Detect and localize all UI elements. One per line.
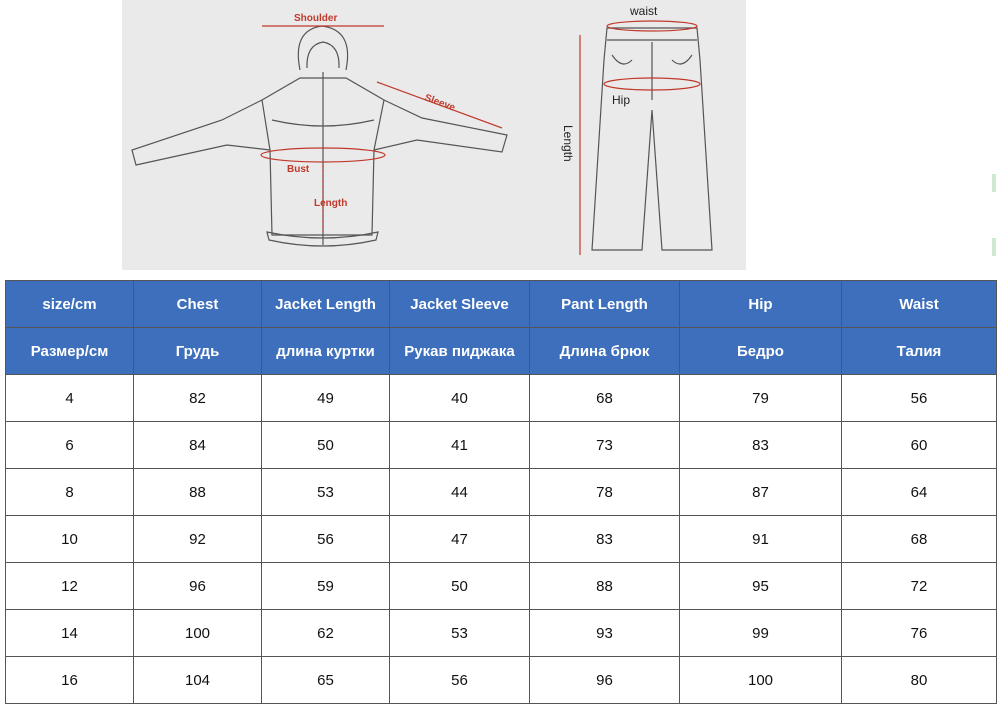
table-cell: 100 (134, 610, 262, 657)
table-cell: 59 (262, 563, 390, 610)
table-row (6, 422, 997, 469)
table-cell: 50 (262, 422, 390, 469)
header-waist: Waist (842, 281, 997, 328)
pants-hip-label: Hip (612, 93, 631, 107)
header-waist-ru: Талия (842, 328, 997, 375)
bust-label: Bust (287, 164, 310, 175)
measurement-diagram (122, 0, 746, 270)
header-row-russian (6, 328, 997, 375)
table-cell: 68 (842, 516, 997, 563)
jacket-length-label: Length (314, 198, 348, 209)
header-chest: Chest (134, 281, 262, 328)
header-chest-ru: Грудь (134, 328, 262, 375)
table-cell: 91 (680, 516, 842, 563)
jacket-illustration (132, 26, 507, 246)
table-row (6, 469, 997, 516)
sleeve-label: Sleeve (422, 92, 457, 114)
table-cell: 12 (6, 563, 134, 610)
header-jacket-sleeve: Jacket Sleeve (390, 281, 530, 328)
table-cell: 76 (842, 610, 997, 657)
table-cell: 16 (6, 657, 134, 704)
table-cell: 8 (6, 469, 134, 516)
table-cell: 80 (842, 657, 997, 704)
pants-length-label: Length (561, 125, 575, 162)
header-pant-length-ru: Длина брюк (530, 328, 680, 375)
header-size-ru: Размер/см (6, 328, 134, 375)
table-cell: 100 (680, 657, 842, 704)
table-cell: 10 (6, 516, 134, 563)
table-cell: 14 (6, 610, 134, 657)
table-row (6, 516, 997, 563)
table-cell: 64 (842, 469, 997, 516)
table-cell: 95 (680, 563, 842, 610)
table-cell: 79 (680, 375, 842, 422)
table-cell: 60 (842, 422, 997, 469)
table-cell: 53 (262, 469, 390, 516)
table-cell: 53 (390, 610, 530, 657)
table-row (6, 563, 997, 610)
header-jacket-length-ru: длина куртки (262, 328, 390, 375)
table-cell: 65 (262, 657, 390, 704)
edge-marker (992, 174, 996, 192)
shoulder-label: Shoulder (294, 13, 338, 24)
header-pant-length: Pant Length (530, 281, 680, 328)
table-body (6, 375, 997, 704)
table-cell: 56 (390, 657, 530, 704)
header-size: size/cm (6, 281, 134, 328)
edge-marker (992, 238, 996, 256)
table-cell: 78 (530, 469, 680, 516)
measurement-illustration (122, 0, 746, 270)
size-chart-table (5, 280, 997, 704)
table-cell: 96 (530, 657, 680, 704)
table-cell: 83 (680, 422, 842, 469)
table-cell: 84 (134, 422, 262, 469)
table-cell: 49 (262, 375, 390, 422)
table-cell: 40 (390, 375, 530, 422)
table-row (6, 610, 997, 657)
table-cell: 68 (530, 375, 680, 422)
header-hip-ru: Бедро (680, 328, 842, 375)
header-row-english (6, 281, 997, 328)
table-cell: 50 (390, 563, 530, 610)
table-cell: 88 (530, 563, 680, 610)
table-cell: 82 (134, 375, 262, 422)
table-cell: 73 (530, 422, 680, 469)
table-cell: 56 (262, 516, 390, 563)
table-row (6, 375, 997, 422)
pants-illustration (592, 28, 712, 250)
table-cell: 96 (134, 563, 262, 610)
table-cell: 93 (530, 610, 680, 657)
table-cell: 83 (530, 516, 680, 563)
table-cell: 88 (134, 469, 262, 516)
table-cell: 56 (842, 375, 997, 422)
pants-waist-label: waist (630, 4, 658, 18)
header-hip: Hip (680, 281, 842, 328)
table-cell: 62 (262, 610, 390, 657)
table-cell: 47 (390, 516, 530, 563)
header-jacket-length: Jacket Length (262, 281, 390, 328)
table-cell: 92 (134, 516, 262, 563)
table-cell: 41 (390, 422, 530, 469)
jacket-measure-lines (261, 26, 502, 232)
table-cell: 6 (6, 422, 134, 469)
table-row (6, 657, 997, 704)
table-cell: 44 (390, 469, 530, 516)
table-cell: 104 (134, 657, 262, 704)
header-jacket-sleeve-ru: Рукав пиджака (390, 328, 530, 375)
table-cell: 87 (680, 469, 842, 516)
table-cell: 72 (842, 563, 997, 610)
pants-measure-lines (580, 21, 700, 255)
table-cell: 99 (680, 610, 842, 657)
table-cell: 4 (6, 375, 134, 422)
